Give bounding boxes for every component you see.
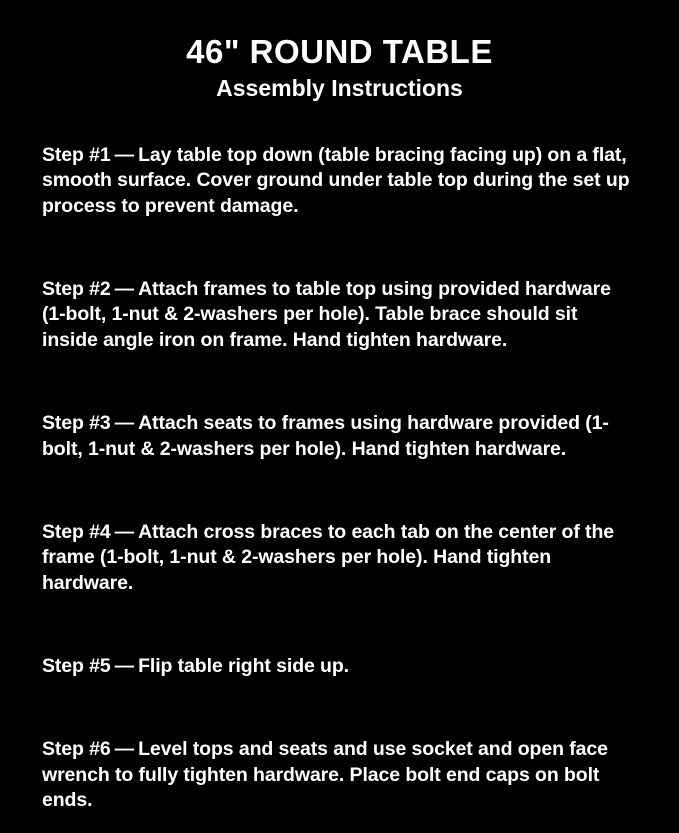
step-label: Step #4 [42,520,111,543]
step-dash: — [114,278,135,301]
step-label: Step #5 [42,654,111,677]
step-text: Level tops and seats and use socket and open face wrench to fully tighten hardware. Place bolt end caps on bolt ends. [42,738,608,811]
step-dash: — [114,654,135,677]
step-text: Lay table top down (table bracing facing up) on a flat, smooth surface. Cover ground under table top during the set up process to prevent damage. [42,144,630,217]
step-label: Step #1 [42,144,111,167]
step-text: Attach frames to table top using provided hardware (1-bolt, 1-nut & 2-washers per hole). Table brace should sit inside angle iron on frame. Hand tighten hardware. [42,278,611,351]
steps-list [42,124,637,833]
step-label: Step #6 [42,738,111,761]
step-item [42,143,637,219]
step-text: Attach seats to frames using hardware provided (1-bolt, 1-nut & 2-washers per hole). Hand tighten hardware. [42,412,609,460]
step-text: Flip table right side up. [138,654,350,677]
step-dash: — [114,144,135,167]
step-label: Step #2 [42,278,111,301]
step-item [42,277,637,353]
step-item [42,411,637,462]
page-title: 46" ROUND TABLE [186,33,493,70]
step-dash: — [114,738,135,761]
step-item [42,737,637,813]
step-dash: — [114,520,135,543]
step-item [42,654,637,679]
page-subtitle: Assembly Instructions [216,75,463,102]
step-item [42,520,637,596]
step-label: Step #3 [42,412,111,435]
step-dash: — [114,412,135,435]
step-text: Attach cross braces to each tab on the center of the frame (1-bolt, 1-nut & 2-washers per hole). Hand tighten hardware. [42,520,614,594]
